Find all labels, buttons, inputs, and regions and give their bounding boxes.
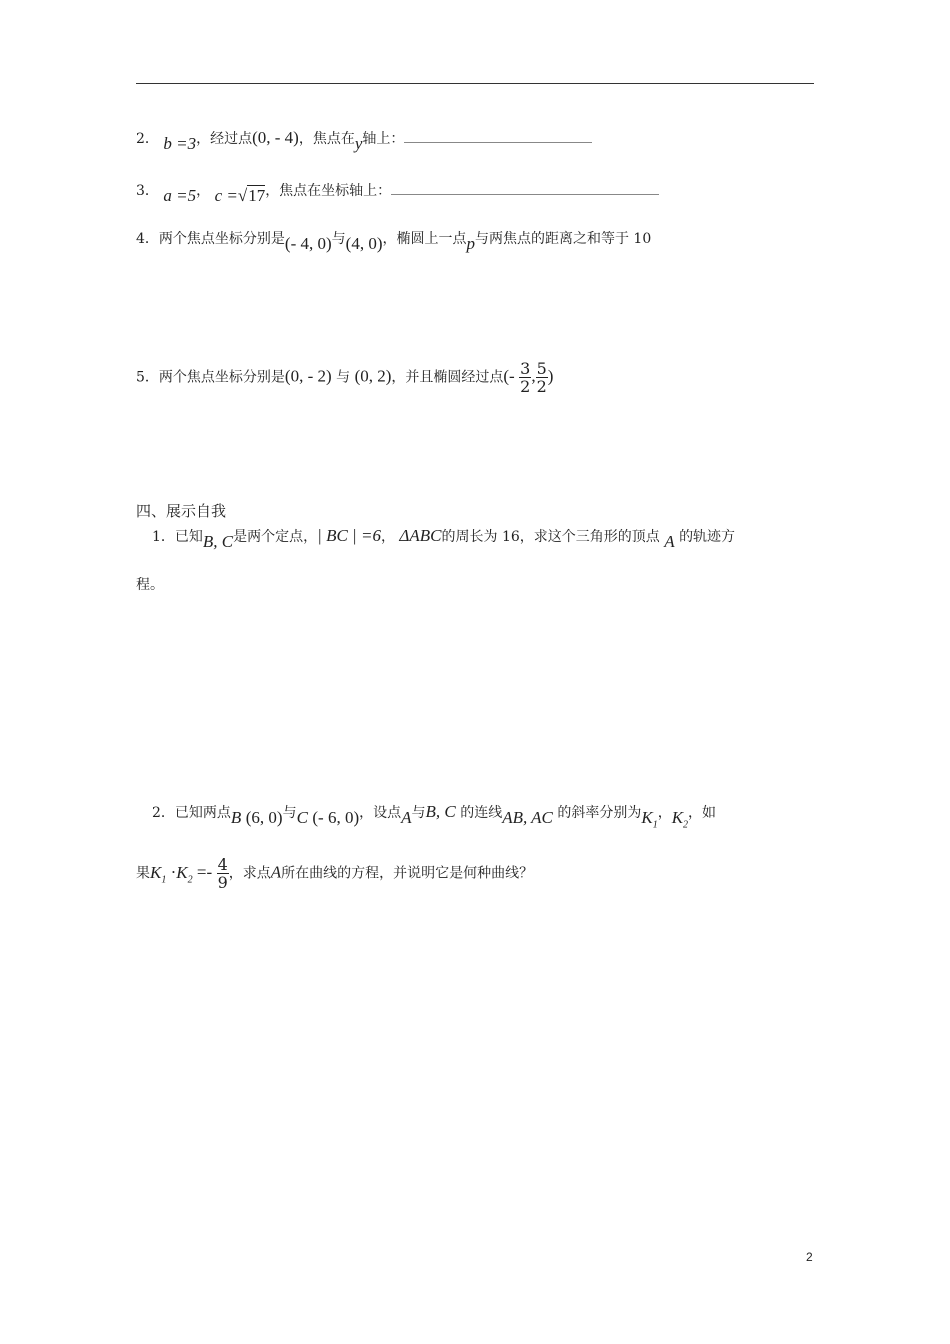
p2-lines: AB, AC (502, 808, 553, 827)
p2-points-bc: B, C (425, 802, 456, 821)
q5-text-2: ，并且椭圆经过点 (391, 369, 504, 386)
q3-text-1: ，焦点在坐标轴上： (265, 183, 392, 199)
q4-focus-1: (- 4, 0) (284, 234, 332, 253)
problem-1 (152, 526, 736, 551)
q5-point-comma: , (531, 366, 536, 386)
p2-text-5: 的斜率分别为 (557, 805, 642, 821)
question-4 (136, 228, 652, 253)
p1-text-1: 是两个定点， (233, 529, 318, 545)
section-title (136, 501, 226, 521)
p2-text-6: ，如 (688, 805, 717, 821)
p1-triangle: ΔABC (399, 526, 442, 545)
question-5 (136, 360, 553, 395)
p2-point-b: B (230, 808, 242, 827)
question-2 (136, 128, 592, 153)
p2-fraction-denominator: 9 (217, 873, 228, 892)
p2-point-a-2: A (270, 862, 282, 882)
p2-equals-minus: =- (192, 862, 213, 882)
p1-vertex-a: A (664, 532, 675, 551)
p1-text-2: 的周长为 16，求这个三角形的顶点 (441, 529, 660, 545)
p2-text-7: 果 (136, 865, 150, 882)
q4-text-3: 与两焦点的距离之和等于 10 (474, 231, 652, 247)
p1-abs-bc: | BC | =6 (317, 526, 381, 545)
header-rule (136, 83, 814, 84)
p2-text-9: 所在曲线的方程，并说明它是何种曲线？ (281, 865, 534, 882)
q3-separator: ， (196, 183, 211, 199)
p2-point-c: C (296, 808, 308, 827)
p2-product-dot: · (166, 862, 177, 882)
p2-fraction (217, 856, 229, 891)
p2-fraction-numerator: 4 (217, 855, 228, 874)
p1-text-0: 1．已知 (152, 529, 203, 545)
q5-fraction-2-numerator: 5 (536, 359, 547, 378)
q5-text-1: 与 (336, 369, 351, 386)
p2-text-2: ，设点 (359, 805, 402, 821)
q3-answer-blank[interactable] (391, 180, 659, 195)
p2-product-k2-sub: 2 (187, 873, 193, 885)
q2-text-3: 轴上： (362, 131, 405, 147)
p1-text-4: 程。 (136, 577, 164, 593)
q4-point-p: p (466, 234, 475, 253)
p2-separator: ， (657, 805, 672, 821)
p2-point-a: A (401, 808, 412, 827)
q3-sqrt: √17 (237, 186, 266, 205)
q5-focus-2: (0, 2) (354, 366, 392, 386)
problem-2-cont (136, 856, 533, 891)
q5-focus-1: (0, - 2) (284, 366, 332, 386)
q3-condition-a: a =5 (163, 186, 197, 205)
p1-separator: ， (380, 529, 395, 545)
p2-k2 (671, 808, 689, 831)
page-number: 2 (806, 1250, 813, 1264)
p2-coord-c: (- 6, 0) (312, 808, 360, 827)
problem-2 (152, 802, 716, 829)
q5-fraction-1 (519, 360, 531, 395)
p2-text-4: 的连线 (460, 805, 503, 821)
p2-product-k1 (150, 862, 167, 885)
p2-product-k1-letter: K (150, 862, 162, 882)
p2-text-8: ，求点 (228, 865, 271, 882)
q5-fraction-2-denominator: 2 (536, 377, 547, 396)
q4-text-2: ，椭圆上一点 (382, 231, 467, 247)
q3-radicand: 17 (248, 186, 266, 205)
section-4-title: 四、展示自我 (136, 502, 227, 520)
p2-k1-sub: 1 (652, 819, 658, 831)
q2-text-2: ，焦点在 (298, 131, 355, 147)
problem-1-cont (136, 575, 164, 595)
q5-text-0: 5．两个焦点坐标分别是 (136, 369, 285, 386)
p2-k2-letter: K (671, 808, 684, 827)
p2-text-0: 2．已知两点 (152, 805, 231, 821)
q2-condition: b =3 (163, 134, 197, 153)
p2-product-k2 (176, 862, 193, 885)
p1-text-3: 的轨迹方 (679, 529, 736, 545)
p2-k1 (641, 808, 658, 831)
p2-product-k2-letter: K (176, 862, 188, 882)
q3-condition-c: c = (214, 186, 238, 205)
p2-k2-sub: 2 (683, 819, 689, 831)
q5-fraction-1-denominator: 2 (520, 377, 531, 396)
q3-number: 3． (136, 183, 159, 199)
q5-fraction-1-numerator: 3 (520, 359, 531, 378)
p2-k1-letter: K (641, 808, 653, 827)
q4-focus-2: (4, 0) (345, 234, 383, 253)
p2-product-k1-sub: 1 (161, 873, 167, 885)
question-3 (136, 180, 659, 205)
p2-text-1: 与 (282, 805, 297, 821)
q5-point-open: (- (503, 366, 515, 386)
q4-text-0: 4．两个焦点坐标分别是 (136, 231, 285, 247)
q2-axis: y (354, 134, 363, 153)
p1-points-bc: B, C (202, 532, 234, 551)
p2-coord-b: (6, 0) (245, 808, 283, 827)
q2-answer-blank[interactable] (404, 128, 592, 143)
q5-point-close: ) (547, 366, 554, 386)
p2-text-3: 与 (411, 805, 426, 821)
q4-text-1: 与 (331, 231, 346, 247)
q2-text-1: ，经过点 (196, 131, 253, 147)
q2-number: 2． (136, 131, 159, 147)
q5-fraction-2 (536, 360, 548, 395)
q2-point: (0, - 4) (252, 128, 299, 147)
